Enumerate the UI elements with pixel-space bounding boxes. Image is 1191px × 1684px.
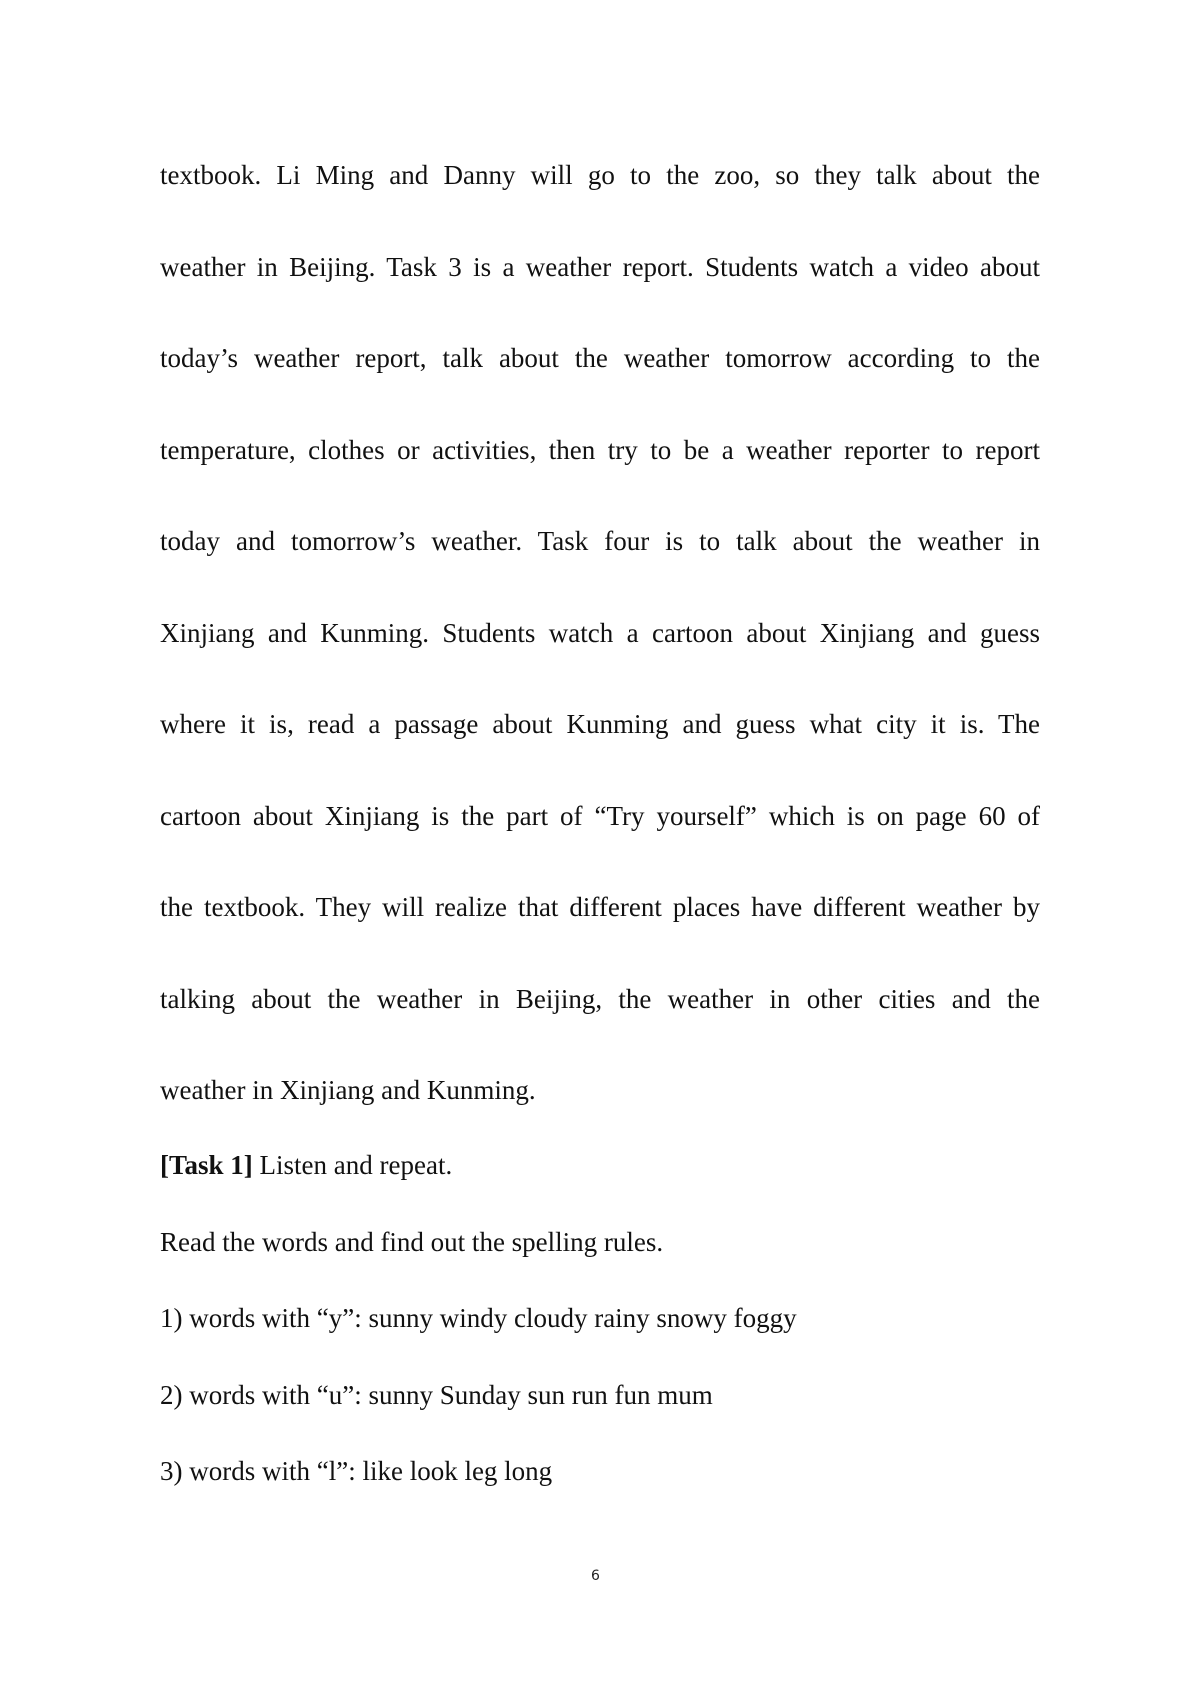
paragraph-line: today’s weather report, talk about the weather tomorrow according to the [160,343,1040,373]
paragraph-line: weather in Beijing. Task 3 is a weather report. Students watch a video about [160,251,1040,282]
lesson-description-paragraph [160,150,1040,1157]
paragraph-line: where it is, read a passage about Kunming and guess what city it is. The [160,709,1040,739]
task1-title: Listen and repeat. [252,1150,453,1180]
paragraph-line: textbook. Li Ming and Danny will go to the zoo, so they talk about the [160,160,1040,190]
paragraph-line: weather in Xinjiang and Kunming. [160,1075,536,1105]
list-item: 3) words with “l”: like look leg long [160,1456,553,1486]
task1-heading [160,1143,1040,1220]
paragraph-line: cartoon about Xinjiang is the part of “Try yourself” which is on page 60 of [160,800,1040,831]
paragraph-line: Xinjiang and Kunming. Students watch a cartoon about Xinjiang and guess [160,617,1040,648]
task1-instruction: Read the words and find out the spelling rules. [160,1226,664,1257]
page-number: 6 [591,1568,600,1584]
task1-label: [Task 1] [160,1150,253,1180]
paragraph-line: the textbook. They will realize that different places have different weather by [160,892,1040,922]
task1-section [160,1143,1040,1526]
paragraph-line: today and tomorrow’s weather. Task four is to talk about the weather in [160,526,1040,556]
paragraph-line: talking about the weather in Beijing, the weather in other cities and the [160,983,1040,1014]
list-item: 2) words with “u”: sunny Sunday sun run fun mum [160,1379,713,1410]
paragraph-line: temperature, clothes or activities, then try to be a weather reporter to report [160,434,1040,465]
list-item: 1) words with “y”: sunny windy cloudy rainy snowy foggy [160,1303,797,1333]
